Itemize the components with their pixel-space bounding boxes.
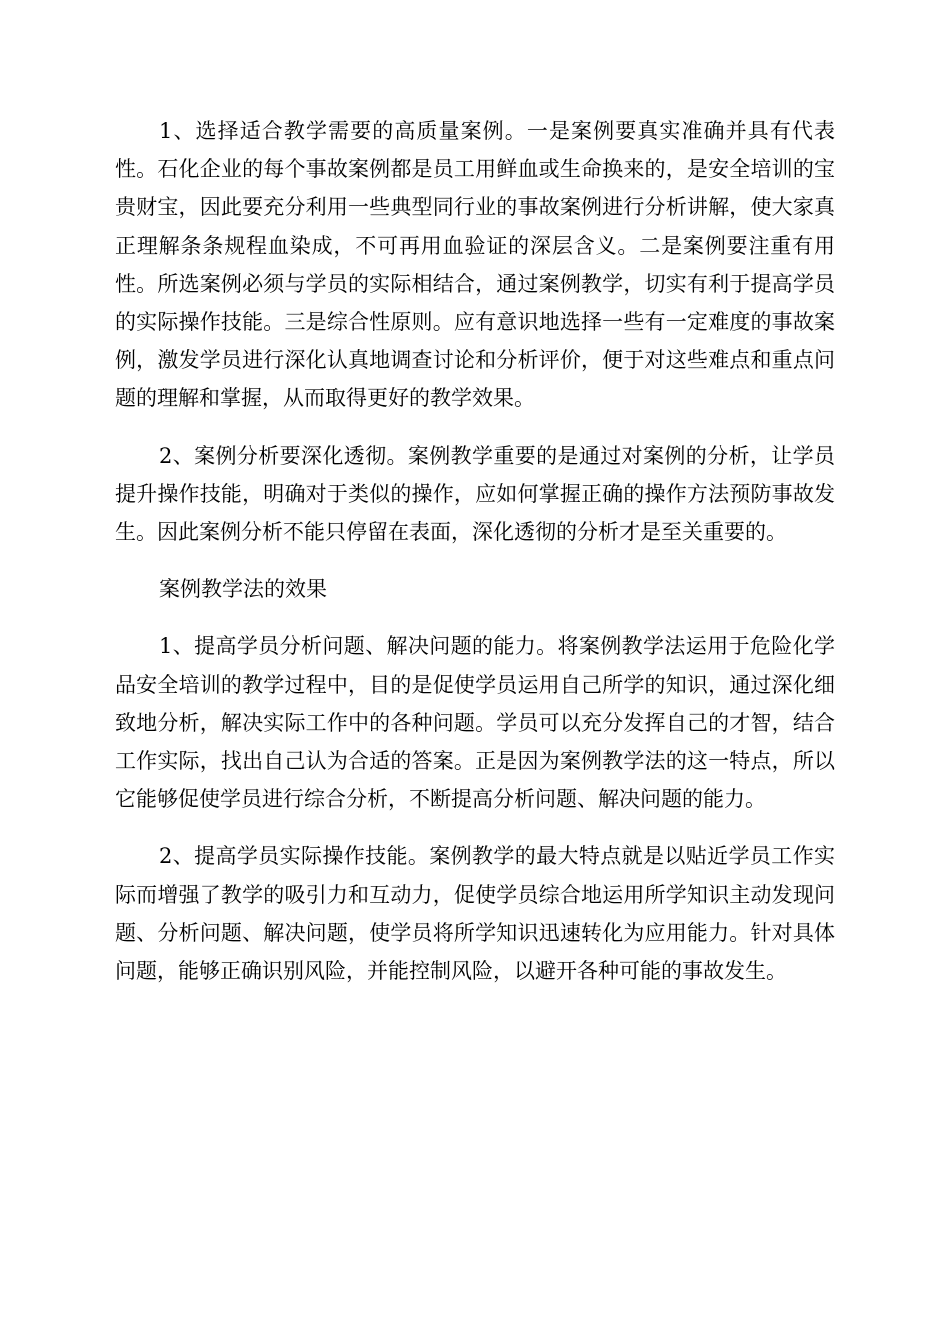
section-heading: 案例教学法的效果 <box>159 577 327 602</box>
paragraph-operation-skills: 2、提高学员实际操作技能。案例教学的最大特点就是以贴近学员工作实际而增强了教学的吸引力和互动力，促使学员综合地运用所学知识主动发现问题、分析问题、解决问题，使学员将所学知识迅速转化为应用能力。针对具体问题，能够正确识别风险，并能控制风险，以避开各种可能的事故发生。 <box>115 844 835 984</box>
paragraph-select-cases: 1、选择适合教学需要的高质量案例。一是案例要真实准确并具有代表性。石化企业的每个事故案例都是员工用鲜血或生命换来的，是安全培训的宝贵财宝，因此要充分利用一些典型同行业的事故案例进行分析讲解，使大家真正理解条条规程血染成，不可再用血验证的深层含义。二是案例要注重有用性。所选案例必须与学员的实际相结合，通过案例教学，切实有利于提高学员的实际操作技能。三是综合性原则。应有意识地选择一些有一定难度的事故案例，激发学员进行深化认真地调查讨论和分析评价，便于对这些难点和重点问题的理解和掌握，从而取得更好的教学效果。 <box>115 119 835 411</box>
paragraph-case-analysis: 2、案例分析要深化透彻。案例教学重要的是通过对案例的分析，让学员提升操作技能，明确对于类似的操作，应如何掌握正确的操作方法预防事故发生。因此案例分析不能只停留在表面，深化透彻的分析才是至关重要的。 <box>115 443 835 545</box>
paragraph-analysis-ability: 1、提高学员分析问题、解决问题的能力。将案例教学法运用于危险化学品安全培训的教学过程中，目的是促使学员运用自己所学的知识，通过深化细致地分析，解决实际工作中的各种问题。学员可以充分发挥自己的才智，结合工作实际，找出自己认为合适的答案。正是因为案例教学法的这一特点，所以它能够促使学员进行综合分析，不断提高分析问题、解决问题的能力。 <box>115 634 835 812</box>
document-page <box>115 112 835 1009</box>
